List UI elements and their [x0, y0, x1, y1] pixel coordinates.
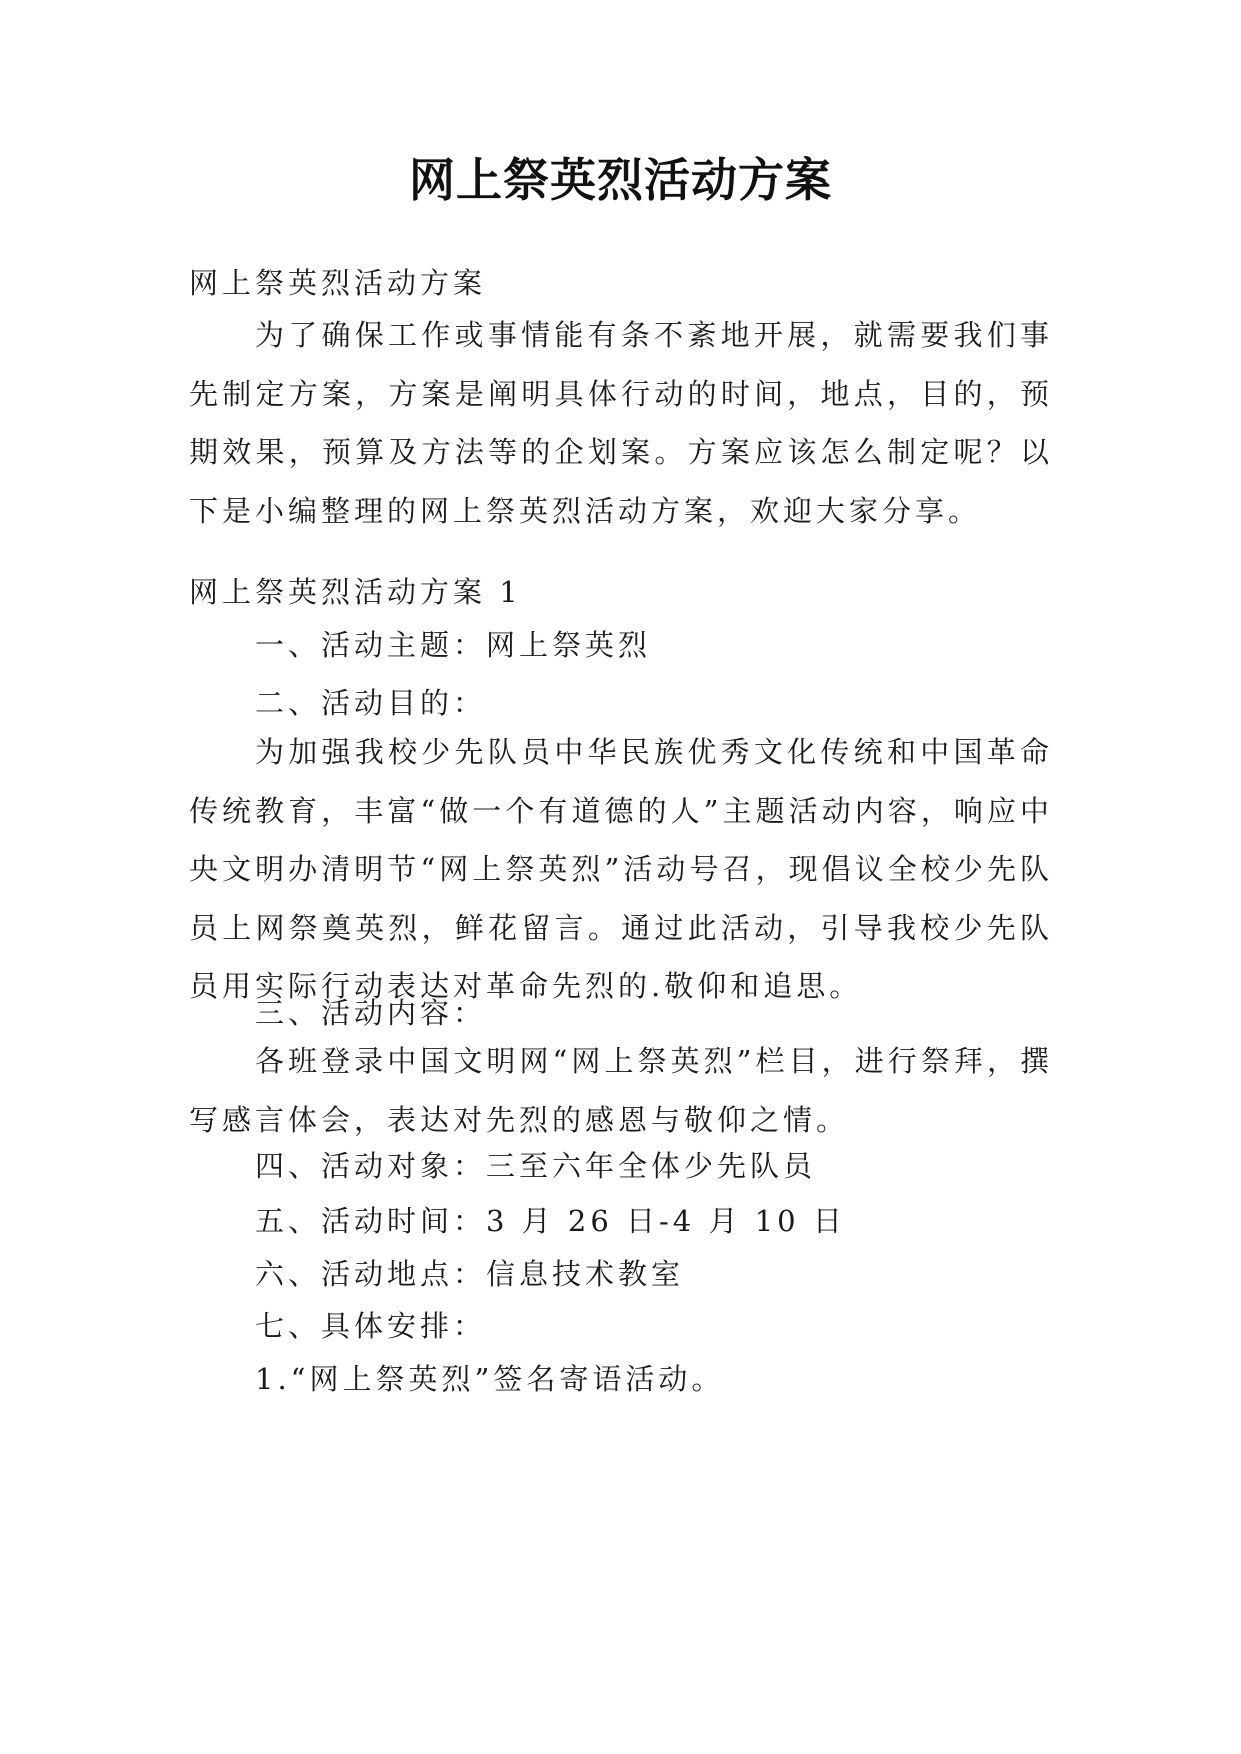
purpose-paragraph: 为加强我校少先队员中华民族优秀文化传统和中国革命传统教育，丰富“做一个有道德的人”主题活动内容，响应中央文明办清明节“网上祭英烈”活动号召，现倡议全校少先队员上网祭奠英烈，鲜花留言。通过此活动，引导我校少先队员用实际行动表达对革命先烈的.敬仰和追思。	[189, 735, 1053, 1003]
item-time: 五、活动时间：3 月 26 日-4 月 10 日	[255, 1204, 846, 1238]
document-subtitle: 网上祭英烈活动方案	[189, 266, 487, 300]
item-target: 四、活动对象：三至六年全体少先队员	[255, 1149, 817, 1183]
intro-paragraph: 为了确保工作或事情能有条不紊地开展，就需要我们事先制定方案，方案是阐明具体行动的时间，地点，目的，预期效果，预算及方法等的企划案。方案应该怎么制定呢？以下是小编整理的网上祭英烈活动方案，欢迎大家分享。	[189, 318, 1053, 528]
content-paragraph: 各班登录中国文明网“网上祭英烈”栏目，进行祭拜，撰写感言体会，表达对先烈的感恩与敬仰之情。	[189, 1044, 1053, 1137]
arrangement-item-1: 1.“网上祭英烈”签名寄语活动。	[255, 1362, 725, 1396]
item-purpose: 二、活动目的：	[255, 686, 487, 720]
section-heading: 网上祭英烈活动方案 1	[189, 575, 522, 609]
item-arrangement: 七、具体安排：	[255, 1309, 487, 1343]
item-content: 三、活动内容：	[255, 996, 487, 1030]
item-theme: 一、活动主题：网上祭英烈	[255, 628, 652, 662]
document-title: 网上祭英烈活动方案	[409, 153, 832, 207]
item-place: 六、活动地点：信息技术教室	[255, 1257, 685, 1291]
